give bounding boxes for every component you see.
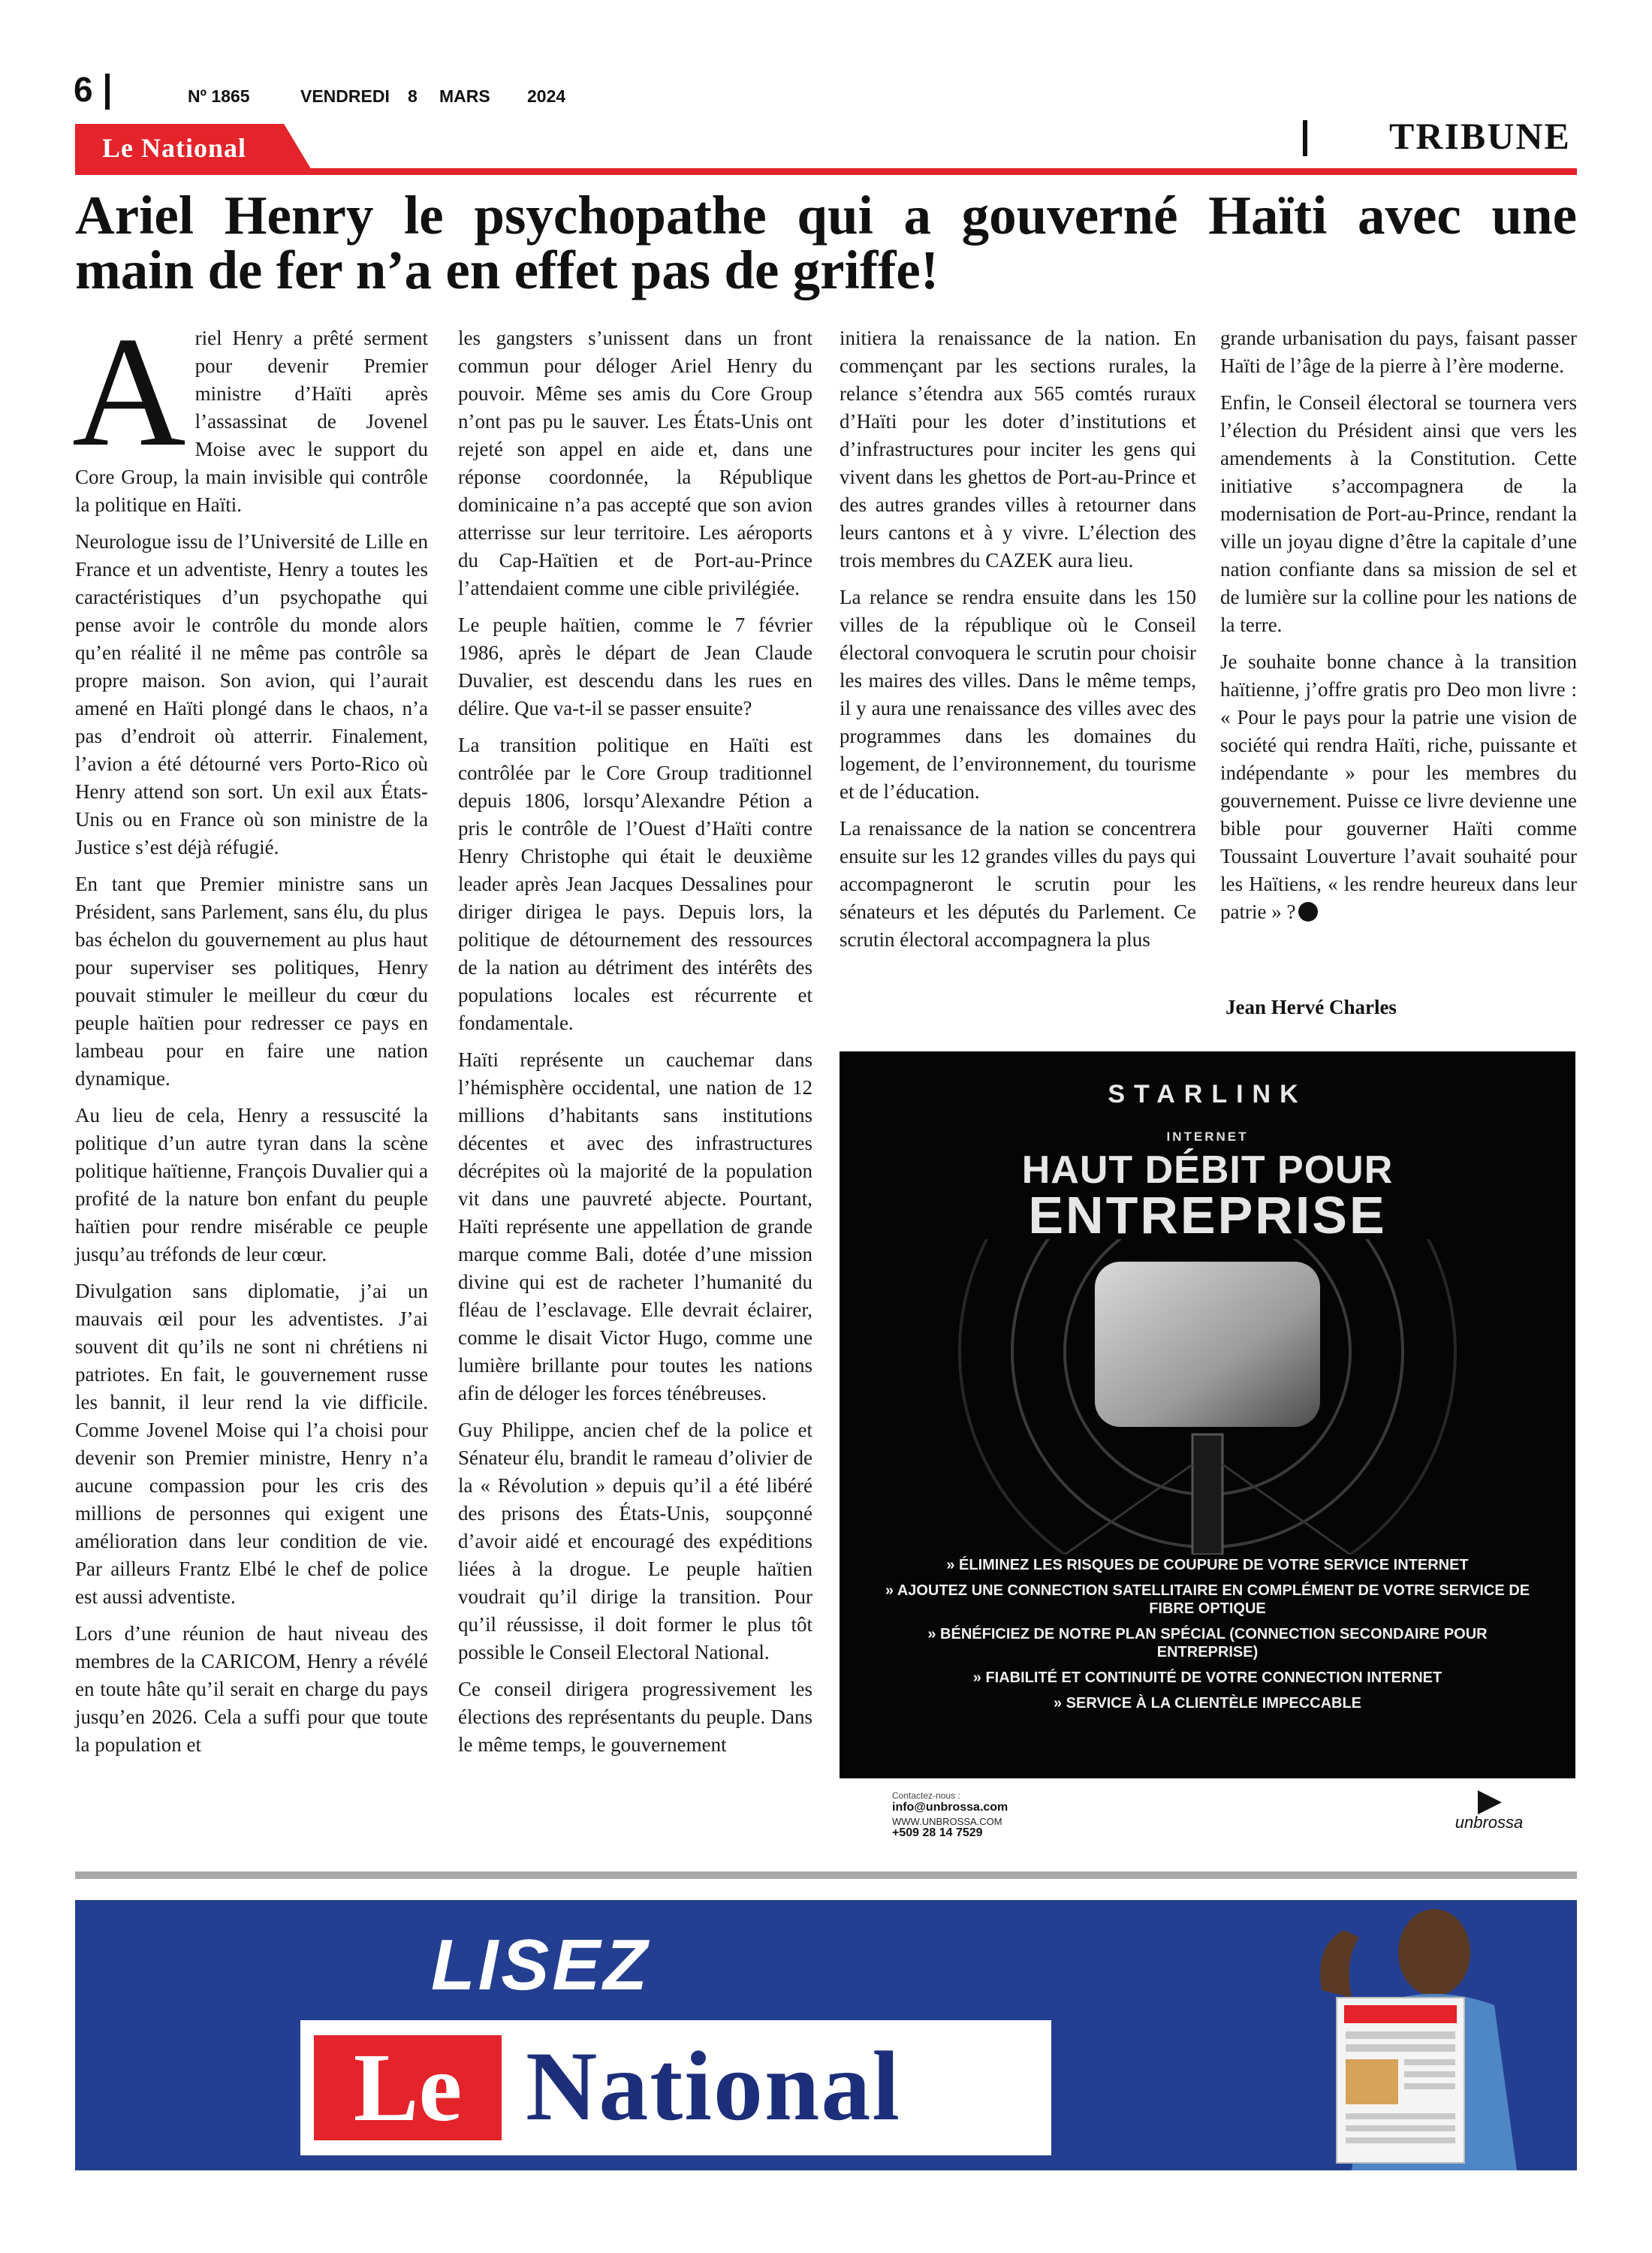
article-paragraph: En tant que Premier ministre sans un Président, sans Parlement, sans élu, du plus bas échelon du gouvernement au plus haut pour superviser ses politiques, Henry pouvait stimuler le meilleur du cœur du peuple haïtien pour redresser ce pays en lambeau pour en faire une nation dynamique.	[75, 873, 428, 1090]
newspaper-reader-illustration	[1292, 1900, 1547, 2170]
brand-label: Le National	[102, 133, 247, 163]
ad-headline-line-1: HAUT DÉBIT POUR	[1021, 1148, 1394, 1192]
masthead-le: Le	[353, 2034, 463, 2142]
ad-partner-name: unbrossa	[1455, 1813, 1524, 1832]
held-newspaper-masthead	[1344, 2005, 1457, 2023]
paragraph-text: Je souhaite bonne chance à la transition haïtienne, j’offre gratis pro Deo mon livre : « Pour le pays pour la patrie une vision de société qui rendra Haïti, riche, puissante et indépendante » pour les membres du gouvernement. Puisse ce livre devienne une bible pour gouverner Haïti comme Toussaint Louverture l’avait souhaité pour les Haïtiens, « les rendre heureux dans leur patrie » ?	[1220, 650, 1577, 923]
lisez-le-national-banner[interactable]	[75, 1900, 1577, 2170]
headline-line-1: Ariel Henry le psychopathe qui a gouverné Haïti avec une	[75, 185, 1577, 246]
banner-lisez-text: LISEZ	[430, 1925, 650, 2005]
ad-headline-line-2: ENTREPRISE	[1028, 1186, 1387, 1244]
article-paragraph: Ce conseil dirigera progressivement les élections des représentants du peuple. Dans le même temps, le gouvernement	[458, 1678, 812, 1756]
article-paragraph: les gangsters s’unissent dans un front commun pour déloger Ariel Henry du pouvoir. Même ses amis du Core Group n’ont pas pu le sauver. Les États-Unis ont rejeté son appel en aide et, dans une réponse coordonnée, la République dominicaine n’a pas accepté que son avion atterrisse sur leur territoire. Les aéroports du Cap-Haïtien et de Port-au-Prince l’attendaient comme une cible privilégiée.	[458, 327, 812, 599]
ad-benefit-item: » AJOUTEZ UNE CONNECTION SATELLITAIRE EN COMPLÉMENT DE VOTRE SERVICE DE FIBRE OPTIQUE	[885, 1582, 1530, 1617]
article-paragraph: Neurologue issu de l’Université de Lille en France et un adventiste, Henry a toutes les caractéristiques d’un psychopathe qui pense avoir le contrôle du monde alors qu’en réalité il ne même pas contrôle sa propre maison. Son avion, qui l’aurait amené en Haïti plongé dans le chaos, n’a pas d’endroit où atterrir. Finalement, l’avion a été détourné vers Porto-Rico où Henry attend son sort. Un exil aux États-Unis ou en France où son ministre de la Justice s’est déjà réfugié.	[75, 530, 428, 858]
article-paragraph: Haïti représente un cauchemar dans l’hémisphère occidental, une nation de 12 millions d’habitants sans institutions décentes et avec des infrastructures décrépites où la majorité de la population vit dans une pauvreté abjecte. Pourtant, Haïti représente une appellation de grande marque comme Bali, dotée d’une mission divine qui est de racheter l’humanité du fléau de l’esclavage. Elle devrait éclairer, comme le disait Victor Hugo, comme une lumière brillante pour toutes les nations afin de déloger les forces ténébreuses.	[458, 1048, 812, 1404]
section-label: TRIBUNE	[1389, 115, 1571, 157]
end-of-article-icon	[1298, 902, 1318, 921]
article-author: Jean Hervé Charles	[1225, 996, 1397, 1018]
article-paragraph: La renaissance de la nation se concentrera ensuite sur les 12 grandes villes du pays qui accompagneront le scrutin pour les sénateurs et les députés du Parlement. Ce scrutin électoral accompagnera la plus	[840, 817, 1196, 951]
header-rule	[75, 168, 1577, 175]
article-column-3	[840, 324, 1196, 963]
page-number-divider	[105, 74, 110, 110]
section-divider	[1303, 120, 1307, 156]
headline-line-2: main de fer n’a en effet pas de griffe!	[75, 240, 939, 300]
article-paragraph: La relance se rendra ensuite dans les 150 villes de la république où le Conseil électoral convoquera le scrutin pour choisir les maires des villes. Dans le même temps, il y aura une renaissance des villes avec des programmes dans les domaines du logement, de l’environnement, du tourisme et de l’éducation.	[840, 586, 1196, 803]
article-headline	[75, 185, 1577, 300]
article-paragraph: initiera la renaissance de la nation. En commençant par les sections rurales, la relance s’étendra aux 565 comtés ruraux d’Haïti pour les doter d’institutions et d’infrastructures pour inciter les gens qui vivent dans les ghettos de Port-au-Prince et des autres grandes villes à retourner dans leurs cantons et à y vivre. L’élection des trois membres du CAZEK aura lieu.	[840, 327, 1196, 572]
ad-phone: +509 28 14 7529	[892, 1826, 983, 1839]
article-paragraph: La transition politique en Haïti est contrôlée par le Core Group traditionnel depuis 1806, lorsqu’Alexandre Pétion a pris le contrôle de l’Ouest d’Haïti contre Henry Christophe qui était le deuxième leader après Jean Jacques Dessalines pour diriger dirigea le pays. Depuis lors, la politique de détournement des ressources de la nation au détriment des intérêts des populations locales est récurrente et fondamentale.	[458, 734, 812, 1034]
ad-website-link[interactable]: WWW.UNBROSSA.COM	[892, 1816, 1002, 1827]
ad-benefits-list	[885, 1556, 1530, 1720]
drop-cap: A	[72, 305, 186, 479]
page-number: 6	[74, 70, 93, 109]
ad-email-link[interactable]: info@unbrossa.com	[892, 1801, 1008, 1814]
masthead-name: National	[526, 2031, 902, 2141]
ad-benefit-item: » BÉNÉFICIEZ DE NOTRE PLAN SPÉCIAL (CONNECTION SECONDAIRE POUR ENTREPRISE)	[927, 1626, 1488, 1660]
article-paragraph: Lors d’une réunion de haut niveau des membres de la CARICOM, Henry a révélé en toute hâte qu’il serait en charge du pays jusqu’en 2026. Cela a suffi pour que toute la population et	[75, 1622, 428, 1756]
satellite-dish-illustration	[840, 1239, 1575, 1555]
issue-month: MARS	[439, 86, 490, 106]
ad-kicker: INTERNET	[1166, 1130, 1249, 1144]
article-paragraph: Enfin, le Conseil électoral se tournera vers l’élection du Président ainsi que vers les amendements à la Constitution. Cette initiative s’accompagnera de la modernisation de Port-au-Prince, rendant la ville un joyau digne d’être la capitale d’une nation confiante dans sa mission de sel et de lumière sur la colline pour les nations de la terre.	[1220, 391, 1577, 636]
dish-panel	[1095, 1262, 1320, 1427]
section-separator	[75, 1871, 1577, 1879]
article-paragraph: Guy Philippe, ancien chef de la police et Sénateur élu, brandit le rameau d’olivier de la « Révolution » depuis qu’il a été libéré des prisons des États-Unis, soupçonné d’avoir aidé et encouragé des expéditions liées à la drogue. Le peuple haïtien voudrait qu’il dirige la transition. Pour qu’il réussisse, il doit former le plus tôt possible le Conseil Electoral National.	[458, 1419, 812, 1663]
article-column-1	[72, 305, 428, 1768]
reader-arm	[1320, 1930, 1359, 1998]
issue-year: 2024	[527, 86, 566, 106]
article-paragraph: grande urbanisation du pays, faisant passer Haïti de l’âge de la pierre à l’ère moderne.	[1220, 327, 1577, 377]
dish-mast	[1192, 1434, 1222, 1555]
article-paragraph	[1220, 648, 1577, 926]
article-column-2	[458, 324, 812, 1768]
banner-masthead	[300, 2020, 1051, 2155]
ad-benefit-item: » ÉLIMINEZ LES RISQUES DE COUPURE DE VOTRE SERVICE INTERNET	[946, 1557, 1469, 1573]
ad-footer	[840, 1778, 1575, 1847]
article-paragraph	[72, 305, 428, 519]
issue-number: Nº 1865	[188, 86, 250, 106]
article-paragraph: Divulgation sans diplomatie, j’ai un mauvais œil pour les adventistes. J’ai souvent dit qu’ils ne sont ni chrétiens ni patriotes. En fait, le gouvernement russe les bannit, il leur rend la vie difficile. Comme Jovenel Moise qui l’a choisi pour devenir son Premier ministre, Henry n’a aucune compassion pour les cris des millions de personnes qui exigent une amélioration dans leur condition de vie. Par ailleurs Frantz Elbé le chef de police est aussi adventiste.	[75, 1280, 428, 1608]
reader-head	[1398, 1909, 1470, 1996]
article-column-4	[1220, 324, 1577, 935]
ad-benefit-item: » SERVICE À LA CLIENTÈLE IMPECCABLE	[1053, 1695, 1362, 1712]
paragraph-text: riel Henry a prêté serment pour devenir Premier ministre d’Haïti après l’assassinat de Jovenel Moise avec le support du Core Group, la main invisible qui contrôle la politique en Haïti.	[75, 327, 428, 516]
article-paragraph: Le peuple haïtien, comme le 7 février 1986, après le départ de Jean Claude Duvalier, est descendu dans les rues en délire. Que va-t-il se passer ensuite?	[458, 614, 812, 719]
ad-benefit-item: » FIABILITÉ ET CONTINUITÉ DE VOTRE CONNECTION INTERNET	[972, 1669, 1442, 1686]
starlink-advertisement[interactable]	[840, 1051, 1575, 1847]
issue-weekday: VENDREDI	[300, 86, 390, 106]
issue-day: 8	[408, 86, 418, 106]
ad-contact-label: Contactez-nous :	[892, 1790, 960, 1801]
article-paragraph: Au lieu de cela, Henry a ressuscité la politique d’un autre tyran dans la scène politique haïtienne, François Duvalier qui a profité de la nature bon enfant du peuple haïtien pour rendre misérable ce peuple jusqu’au tréfonds de leur cœur.	[75, 1104, 428, 1265]
ad-brand: STARLINK	[1108, 1080, 1307, 1108]
